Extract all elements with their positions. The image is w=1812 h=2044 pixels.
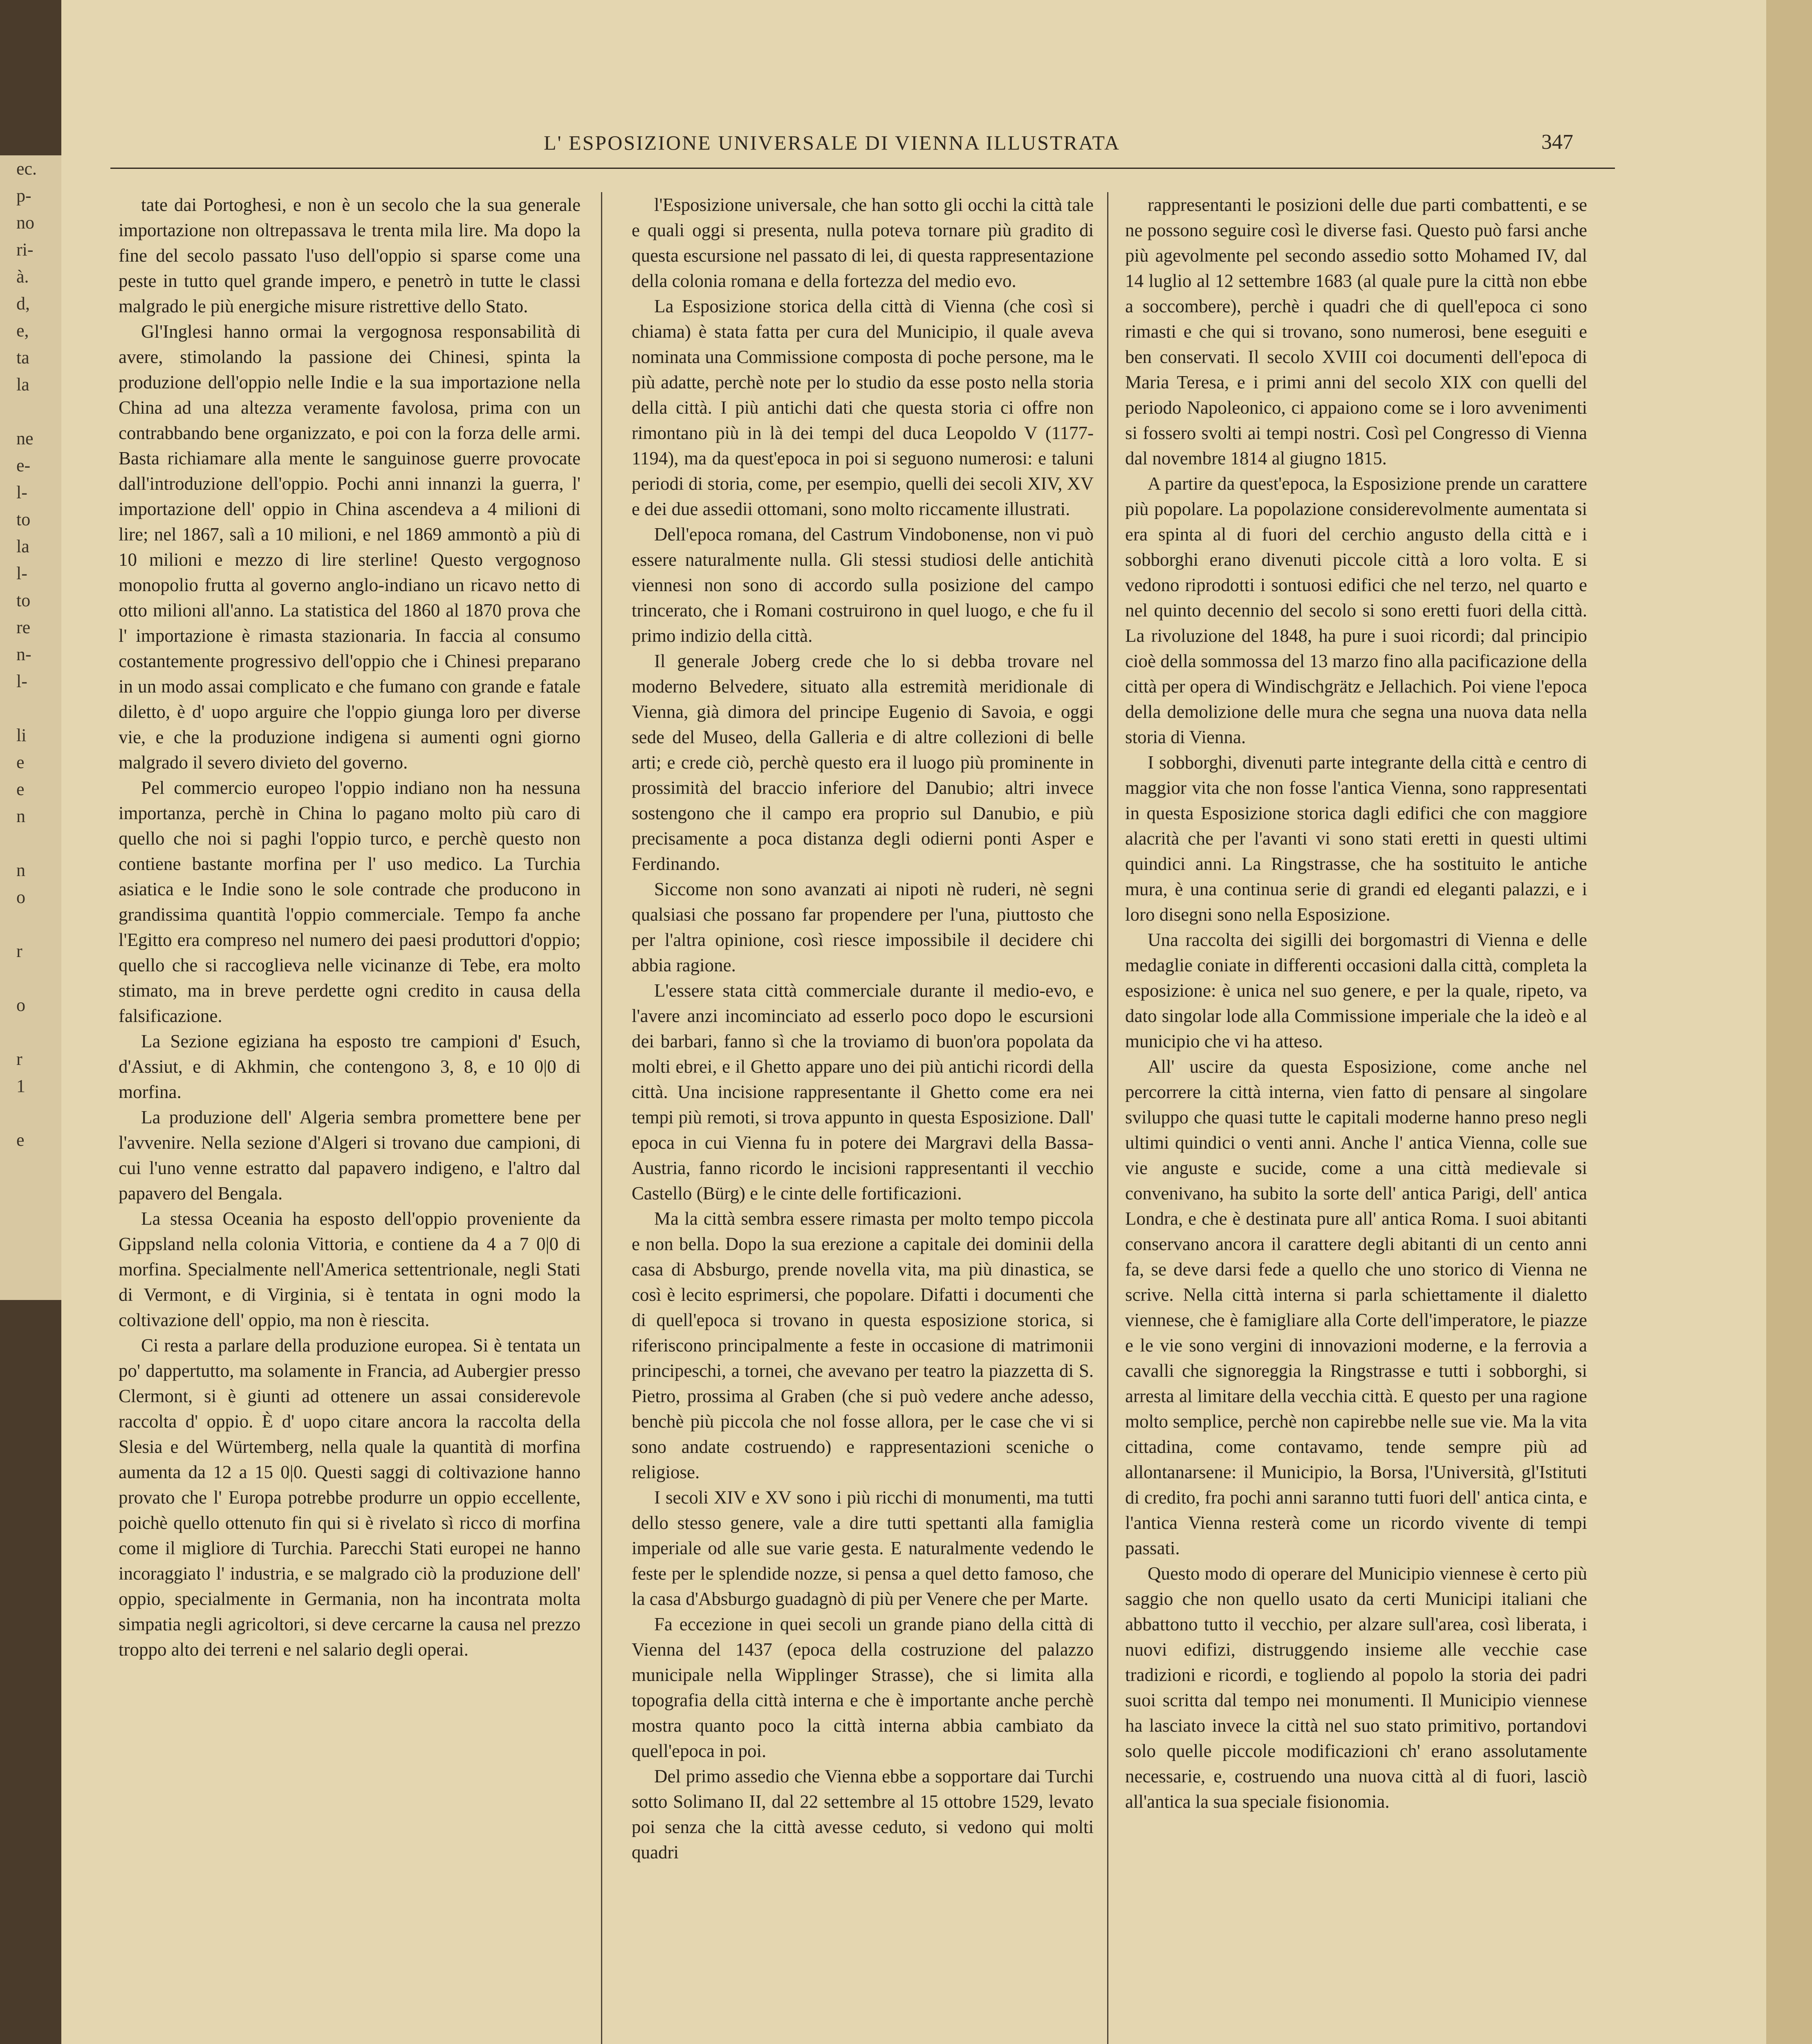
paragraph: l'Esposizione universale, che han sotto gli occhi la città tale e quali oggi si presenta, nulla poteva tornare più gradito di questa escursione nel passato di lei, di questa rappresentazione della colonia romana e della fortezza del medio evo. [632,195,1094,291]
paragraph: La Sezione egiziana ha esposto tre campioni d' Esuch, d'Assiut, e di Akhmin, che contengono 3, 8, e 10 0|0 di morfina. [119,1031,581,1102]
margin-fragment: l- [16,671,27,691]
paragraph: Del primo assedio che Vienna ebbe a sopportare dai Turchi sotto Solimano II, dal 22 settembre al 15 ottobre 1529, levato poi senza che la città avesse ceduto, si vedono qui molti quadri [632,1766,1094,1862]
margin-fragment: r [16,941,22,961]
paragraph: All' uscire da questa Esposizione, come anche nel percorrere la città interna, vien fatto di pensare al singolare sviluppo che quasi tutte le capitali moderne hanno preso negli ultimi quindici o venti anni. Anche l' antica Vienna, colle sue vie anguste e sucide, come a una città medievale si convenivano, ha subito la sorte dell' antica Parigi, dell' antica Londra, e che è destinata pure all' antica Roma. I suoi abitanti conservano ancora il carattere degli abitanti di un cento anni fa, se deve darsi fede a quello che uno storico di Vienna ne scrive. Nella città interna si parla schiettamente il dialetto viennese, che è famigliare alla Corte dell'imperatore, le piazze e le vie sono vergini di innovazioni moderne, e la ferrovia a cavalli che signoreggia la Ringstrasse e tutti i sobborghi, si arresta al limitare della vecchia città. E questo per una ragione molto semplice, perchè non capirebbe nelle sue vie. Ma la vita cittadina, come contavamo, tende sempre più ad allontanarsene: il Municipio, la Borsa, l'Università, gl'Istituti di credito, fra pochi anni saranno tutti fuori dell' antica cinta, e l'antica Vienna resterà come un ricordo vivente di tempi passati. [1125,1056,1587,1558]
paragraph: rappresentanti le posizioni delle due parti combattenti, e se ne possono seguire così le diverse fasi. Questo può farsi anche più agevolmente pel secondo assedio sotto Mohamed IV, dal 14 luglio al 12 settembre 1683 (al quale pure la città non ebbe a soccombere), perchè i quadri che di quell'epoca ci sono rimasti e che qui si trovano, sono numerosi, bene eseguiti e ben conservati. Il secolo XVIII coi documenti dell'epoca di Maria Teresa, e i primi anni del secolo XIX con quelli del periodo Napoleonico, ci appaiono come se i loro avvenimenti si fossero svolti ai tempi nostri. Così pel Congresso di Vienna dal novembre 1814 al giugno 1815. [1125,195,1587,468]
paragraph: La produzione dell' Algeria sembra promettere bene per l'avvenire. Nella sezione d'Algeri si trovano due campioni, di cui l'uno venne estratto dal papavero indigeno, e l'altro dal papavero del Bengala. [119,1107,581,1204]
header-rule [110,168,1615,169]
paragraph: Il generale Joberg crede che lo si debba trovare nel moderno Belvedere, situato alla estremità meridionale di Vienna, già dimora del principe Eugenio di Savoia, e oggi sede del Museo, della Galleria e di altre collezioni di belle arti; e crede ciò, perchè questo era il luogo più prominente in prossimità del braccio inferiore del Danubio; altri invece sostengono che il campo era proprio sul Danubio, e più precisamente a poca distanza degli odierni ponti Asper e Ferdinando. [632,651,1094,874]
paragraph: A partire da quest'epoca, la Esposizione prende un carattere più popolare. La popolazione considerevolmente aumentata si era spinta al di fuori del cerchio angusto della città e i sobborghi erano divenuti piccole città a loro volta. E si vedono riprodotti i sontuosi edifici che nel terzo, nel quarto e nel quinto decennio del secolo si sono eretti fuori della città. La rivoluzione del 1848, ha pure i suoi ricordi; dal principio cioè della sommossa del 13 marzo fino alla pacificazione della città per opera di Windischgrätz e Jellachich. Poi viene l'epoca della demolizione delle mura che segna una nuova data nella storia di Vienna. [1125,473,1587,747]
margin-fragment: e- [16,455,31,475]
paragraph: I sobborghi, divenuti parte integrante della città e centro di maggior vita che non fosse l'antica Vienna, sono rappresentati in questa Esposizione storica dagli edifici che con maggiore alacrità che per l'avanti vi sono stati eretti in questi ultimi quindici anni. La Ringstrasse, che ha sostituito le antiche mura, è una continua serie di grandi ed eleganti palazzi, e i loro disegni sono nella Esposizione. [1125,752,1587,925]
margin-fragment [0,1019,61,1046]
margin-fragment: l- [16,482,27,502]
margin-fragment: e, [16,320,29,341]
margin-fragment: e [16,779,25,799]
margin-fragment: la [16,374,29,394]
margin-fragment: re [16,617,31,637]
paragraph: Pel commercio europeo l'oppio indiano non ha nessuna importanza, perchè in China lo pagano molto più caro di quello che noi si paghi l'oppio turco, e perchè questo non contiene bastante morfina per l' uso medico. La Turchia asiatica e le Indie sono le sole contrade che producono in grandissima quantità l'oppio commerciale. Tempo fa anche l'Egitto era compreso nel numero dei paesi produttori d'oppio; quello che si raccoglieva nelle vicinanze di Tebe, era molto stimato, ma in breve perdette ogni credito in causa della falsificazione. [119,778,581,1026]
paragraph: Ma la città sembra essere rimasta per molto tempo piccola e non bella. Dopo la sua erezione a capitale dei dominii della casa di Absburgo, prende novella vita, ma più dinastica, se così è lecito esprimersi, che popolare. Difatti i documenti che di quell'epoca si trovano in questa esposizione storica, si riferiscono principalmente a feste in occasione di matrimonii principeschi, a tornei, che avevano per teatro la piazzetta di S. Pietro, prossima al Graben (che si può vedere anche adesso, benchè più piccola che nol fosse allora, per le case che vi si sono andate costruendo) e rappresentazioni sceniche o religiose. [632,1208,1094,1482]
margin-fragment: ta [16,347,29,368]
margin-fragment: n [16,806,25,826]
margin-fragment: 1 [16,1076,25,1096]
margin-fragment: e [16,1130,25,1150]
margin-fragment: à. [16,267,29,287]
margin-fragment: o [16,887,25,907]
column-2 [632,192,1094,1865]
previous-page-edge [0,155,61,1300]
paragraph: Fa eccezione in quei secoli un grande piano della città di Vienna del 1437 (epoca della costruzione del palazzo municipale nella Wipplinger Strasse), che si limita alla topografia della città interna e che è importante anche perchè mostra quanto poco la città interna abbia cambiato da quell'epoca in poi. [632,1614,1094,1761]
paragraph: La stessa Oceania ha esposto dell'oppio proveniente da Gippsland nella colonia Vittoria, e contiene da 4 a 7 0|0 di morfina. Specialmente nell'America settentrionale, negli Stati di Vermont, e di Virginia, si è tentata in ogni modo la coltivazione dell' oppio, ma non è riescita. [119,1208,581,1330]
paragraph: tate dai Portoghesi, e non è un secolo che la sua generale importazione non oltrepassava le trenta mila lire. Ma dopo la fine del secolo passato l'uso dell'oppio si sparse come una peste in tutto quel grande impero, e penetrò in tutte le classi malgrado le più energiche misure ristrettive dello Stato. [119,195,581,316]
running-header: L' ESPOSIZIONE UNIVERSALE DI VIENNA ILLUSTRATA [544,131,1121,154]
column-divider [601,192,602,2044]
margin-fragment [0,695,61,722]
margin-fragment: to [16,509,31,529]
page-edge [1766,0,1812,2044]
paragraph: Questo modo di operare del Municipio viennese è certo più saggio che non quello usato da certi Municipi italiani che abbattono tutto il vecchio, per alzare sull'area, così liberata, i nuovi edifizi, distruggendo insieme alle vecchie case tradizioni e ricordi, e togliendo al popolo la storia dei padri suoi scritta dal tempo nei monumenti. Il Municipio viennese ha lasciato invece la città nel suo stato primitivo, portandovi solo quelle piccole modificazioni ch' erano assolutamente necessarie, e, costruendo una nuova città al di fuori, lasciò all'antica la sua speciale fisionomia. [1125,1563,1587,1812]
margin-fragment: l- [16,563,27,583]
margin-fragment: ne [16,428,34,448]
margin-fragment: e [16,752,25,772]
margin-fragment: n- [16,644,31,664]
margin-fragment: o [16,995,25,1015]
paragraph: Dell'epoca romana, del Castrum Vindobonense, non vi può essere naturalmente nulla. Gli stessi studiosi delle antichità viennesi non sono di accordo sulla posizione del campo trincerato, che i Romani costruirono in quel luogo, e che fu il primo indizio della città. [632,524,1094,646]
margin-fragment: no [16,213,34,233]
paragraph: Gl'Inglesi hanno ormai la vergognosa responsabilità di avere, stimolando la passione dei Chinesi, spinta la produzione dell'oppio nelle Indie e la sua importazione nella China ad una altezza veramente favolosa, prima con un contrabbando bene organizzato, e poi con la forza delle armi. Basta richiamare alla mente le sanguinose guerre provocate dall'introduzione dell'oppio. Pochi anni innanzi la guerra, l' importazione dell' oppio in China ascendeva a 4 milioni di lire; nel 1867, salì a 10 milioni, e nel 1869 ammontò a più di 10 milioni e mezzo di lire sterline! Questo vergognoso monopolio frutta al governo anglo-indiano un ricavo netto di otto milioni all'anno. La statistica del 1860 al 1870 prova che l' importazione è rimasta stazionaria. In faccia al consumo costantemente progressivo dell'oppio che i Chinesi preparano in un modo assai complicato e che fumano con grande e fatale diletto, è d' uopo arguire che l'oppio giunga loro per diverse vie, e che la produzione indigena si aumenti ogni giorno malgrado il severo divieto del governo. [119,321,581,773]
paragraph: Una raccolta dei sigilli dei borgomastri di Vienna e delle medaglie coniate in differenti occasioni dalla città, completa la esposizione: è unica nel suo genere, e per la quale, ripeto, va dato singolar lode alla Commissione imperiale che la ideò e al municipio che vi ha atteso. [1125,930,1587,1051]
margin-fragment [0,911,61,938]
margin-fragment: la [16,536,29,556]
margin-fragment: ec. [16,159,37,179]
column-1 [119,192,581,1662]
paragraph: Ci resta a parlare della produzione europea. Si è tentata un po' dappertutto, ma solamente in Francia, ad Aubergier presso Clermont, si è giunti ad ottenere un assai considerevole raccolta d' oppio. È d' uopo citare ancora la raccolta della Slesia e del Würtemberg, nella quale la quantità di morfina aumenta da 12 a 15 0|0. Questi saggi di coltivazione hanno provato che l' Europa potrebbe produrre un oppio eccellente, poichè quello ottenuto fin qui si è rivelato sì ricco di morfina come il migliore di Turchia. Parecchi Stati europei ne hanno incoraggiato l' industria, e se malgrado ciò la produzione dell' oppio, specialmente in Germania, non ha incontrata molta simpatia negli agricoltori, si deve cercarne la causa nel prezzo troppo alto dei terreni e nel salario degli operai. [119,1335,581,1660]
margin-fragment [0,398,61,425]
margin-fragment [0,965,61,992]
paragraph: I secoli XIV e XV sono i più ricchi di monumenti, ma tutti dello stesso genere, vale a dire tutti spettanti alla famiglia imperiale od alle sue varie gesta. E naturalmente vedendo le feste per le splendide nozze, si pensa a quel detto famoso, che la casa d'Absburgo guadagnò di più per Venere che per Marte. [632,1487,1094,1609]
margin-fragment: li [16,725,27,745]
margin-fragment: d, [16,294,30,314]
column-divider [1107,192,1108,2044]
margin-fragment: ri- [16,240,34,260]
paragraph: Siccome non sono avanzati ai nipoti nè ruderi, nè segni qualsiasi che possano far propendere per l'una, piuttosto che per l'altra opinione, così riesce impossibile il decidere chi abbia ragione. [632,879,1094,975]
paragraph: L'essere stata città commerciale durante il medio-evo, e l'avere anzi incominciato ad esserlo poco dopo le escursioni dei barbari, fanno sì che la troviamo di buon'ora popolata da molti ebrei, e il Ghetto appare uno dei più antichi ricordi della città. Una incisione rappresentante il Ghetto come era nei tempi più remoti, si trova appunto in questa Esposizione. Dall' epoca in cui Vienna fu in potere dei Margravi della Bassa-Austria, fanno ricordo le incisioni rappresentanti il vecchio Castello (Bürg) e le cinte delle fortificazioni. [632,980,1094,1204]
margin-fragment: r [16,1049,22,1069]
page-number: 347 [1541,130,1573,154]
margin-fragment [0,830,61,857]
paragraph: La Esposizione storica della città di Vienna (che così si chiama) è stata fatta per cura del Municipio, il quale aveva nominata una Commissione composta di poche persone, ma le più adatte, perchè note per lo studio da esse posto nella storia della città. I più antichi dati che questa storia ci offre non rimontano più in là dei tempi del duca Leopoldo V (1177-1194), ma da quest'epoca in poi si seguono numerosi: e taluni periodi di storia, come, per esempio, quelli dei secoli XIV, XV e dei due assedii ottomani, sono molto riccamente illustrati. [632,296,1094,519]
column-3 [1125,192,1587,1814]
margin-fragment [0,1100,61,1127]
margin-fragment: to [16,590,31,610]
margin-fragment: n [16,860,25,880]
margin-fragment: p- [16,186,31,206]
